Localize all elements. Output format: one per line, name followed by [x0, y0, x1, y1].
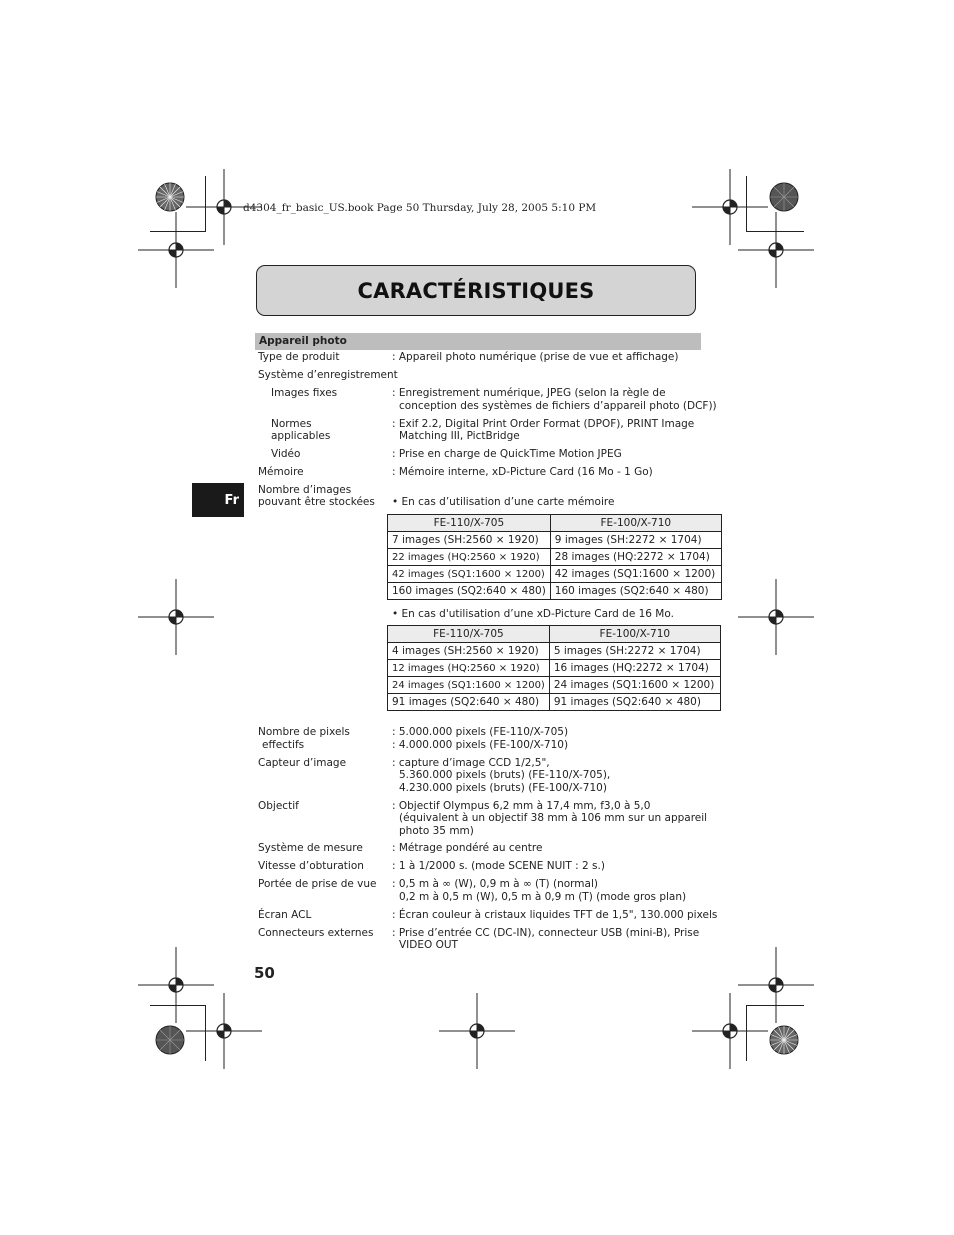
spec-label: Type de produit	[258, 351, 340, 363]
registration-crosshair-icon	[692, 993, 768, 1069]
sunburst-mark-bottom-left	[155, 1025, 185, 1055]
capacity-table-memory-card	[387, 514, 722, 600]
spec-label: Objectif	[258, 800, 299, 812]
spec-value: : Prise en charge de QuickTime Motion JPEG	[392, 448, 622, 460]
spec-label: Capteur d’image	[258, 757, 347, 769]
table-cell: 160 images (SQ2:640 × 480)	[550, 583, 721, 600]
spec-value: 4.230.000 pixels (bruts) (FE-100/X-710)	[399, 782, 607, 794]
table-row	[388, 549, 722, 566]
table-row	[388, 660, 721, 677]
table-header-row	[388, 515, 722, 532]
spec-label: Système d’enregistrement	[258, 369, 398, 381]
title-box	[256, 265, 696, 316]
table-header-cell: FE-100/X-710	[550, 515, 721, 532]
spec-value: : 1 à 1/2000 s. (mode SCENE NUIT : 2 s.)	[392, 860, 605, 872]
table-cell: 9 images (SH:2272 × 1704)	[550, 532, 721, 549]
registration-crosshair-icon	[138, 212, 214, 288]
spec-value: conception des systèmes de fichiers d’appareil photo (DCF))	[399, 400, 717, 412]
sunburst-mark-top-right	[769, 182, 799, 212]
spec-label: pouvant être stockées	[258, 496, 375, 508]
table-cell: 28 images (HQ:2272 × 1704)	[550, 549, 721, 566]
table-row	[388, 694, 721, 711]
spec-value: : Appareil photo numérique (prise de vue et affichage)	[392, 351, 679, 363]
registration-crosshair-icon	[186, 993, 262, 1069]
spec-label: Normes	[271, 418, 312, 430]
table-row	[388, 677, 721, 694]
table-header-row	[388, 626, 721, 643]
page-title: CARACTÉRISTIQUES	[357, 278, 595, 303]
spec-label: Mémoire	[258, 466, 304, 478]
table-cell: 22 images (HQ:2560 × 1920)	[388, 549, 551, 566]
spec-value: 5.360.000 pixels (bruts) (FE-110/X-705),	[399, 769, 611, 781]
table-row	[388, 532, 722, 549]
table-cell: 24 images (SQ1:1600 × 1200)	[549, 677, 720, 694]
spec-value: : Mémoire interne, xD-Picture Card (16 Mo - 1 Go)	[392, 466, 653, 478]
table-cell: 4 images (SH:2560 × 1920)	[388, 643, 550, 660]
table-cell: 12 images (HQ:2560 × 1920)	[388, 660, 550, 677]
spec-label: Système de mesure	[258, 842, 363, 854]
sunburst-mark-bottom-right	[769, 1025, 799, 1055]
spec-value: : 5.000.000 pixels (FE-110/X-705)	[392, 726, 569, 738]
spec-label: Connecteurs externes	[258, 927, 374, 939]
table-note: • En cas d’utilisation d’une carte mémoire	[392, 496, 615, 508]
spec-label: Nombre d’images	[258, 484, 352, 496]
spec-value: photo 35 mm)	[399, 825, 474, 837]
capacity-table-xd-card	[387, 625, 721, 711]
spec-value: (équivalent à un objectif 38 mm à 106 mm sur un appareil	[399, 812, 708, 824]
registration-crosshair-icon	[138, 579, 214, 655]
spec-label: Portée de prise de vue	[258, 878, 377, 890]
spec-value: : Exif 2.2, Digital Print Order Format (DPOF), PRINT Image	[392, 418, 695, 430]
spec-value: : Enregistrement numérique, JPEG (selon la règle de	[392, 387, 666, 399]
table-header-cell: FE-100/X-710	[549, 626, 720, 643]
sunburst-mark-top-left	[155, 182, 185, 212]
table-row	[388, 583, 722, 600]
spec-label: effectifs	[262, 739, 305, 751]
table-cell: 91 images (SQ2:640 × 480)	[388, 694, 550, 711]
table-cell: 5 images (SH:2272 × 1704)	[549, 643, 720, 660]
registration-crosshair-icon	[439, 993, 515, 1069]
spec-label: Images fixes	[271, 387, 338, 399]
table-row	[388, 566, 722, 583]
table-header-cell: FE-110/X-705	[388, 626, 550, 643]
spec-value: 0,2 m à 0,5 m (W), 0,5 m à 0,9 m (T) (mode gros plan)	[399, 891, 687, 903]
spec-value: : capture d’image CCD 1/2,5",	[392, 757, 550, 769]
spec-value: : Prise d’entrée CC (DC-IN), connecteur USB (mini-B), Prise	[392, 927, 700, 939]
registration-crosshair-icon	[738, 579, 814, 655]
spec-value: : Objectif Olympus 6,2 mm à 17,4 mm, f3,0 à 5,0	[392, 800, 651, 812]
section-header: Appareil photo	[255, 333, 701, 350]
table-cell: 42 images (SQ1:1600 × 1200)	[550, 566, 721, 583]
spec-value: : 0,5 m à ∞ (W), 0,9 m à ∞ (T) (normal)	[392, 878, 598, 890]
table-header-cell: FE-110/X-705	[388, 515, 551, 532]
spec-value: Matching III, PictBridge	[399, 430, 520, 442]
table-note: • En cas d'utilisation d’une xD-Picture Card de 16 Mo.	[392, 608, 674, 620]
spec-value: : 4.000.000 pixels (FE-100/X-710)	[392, 739, 569, 751]
table-cell: 7 images (SH:2560 × 1920)	[388, 532, 551, 549]
table-cell: 16 images (HQ:2272 × 1704)	[549, 660, 720, 677]
spec-label: Nombre de pixels	[258, 726, 350, 738]
language-tab: Fr	[192, 483, 244, 517]
spec-value: : Métrage pondéré au centre	[392, 842, 543, 854]
spec-label: Écran ACL	[258, 909, 312, 921]
spec-value: VIDEO OUT	[399, 939, 458, 951]
spec-label: Vidéo	[271, 448, 301, 460]
table-cell: 42 images (SQ1:1600 × 1200)	[388, 566, 551, 583]
table-cell: 24 images (SQ1:1600 × 1200)	[388, 677, 550, 694]
page-number: 50	[254, 964, 275, 982]
spec-label: Vitesse d’obturation	[258, 860, 364, 872]
spec-value: : Écran couleur à cristaux liquides TFT de 1,5", 130.000 pixels	[392, 909, 718, 921]
table-row	[388, 643, 721, 660]
spec-label: applicables	[271, 430, 331, 442]
table-cell: 91 images (SQ2:640 × 480)	[549, 694, 720, 711]
registration-crosshair-icon	[738, 212, 814, 288]
table-cell: 160 images (SQ2:640 × 480)	[388, 583, 551, 600]
print-header: d4304_fr_basic_US.book Page 50 Thursday, July 28, 2005 5:10 PM	[243, 202, 597, 214]
